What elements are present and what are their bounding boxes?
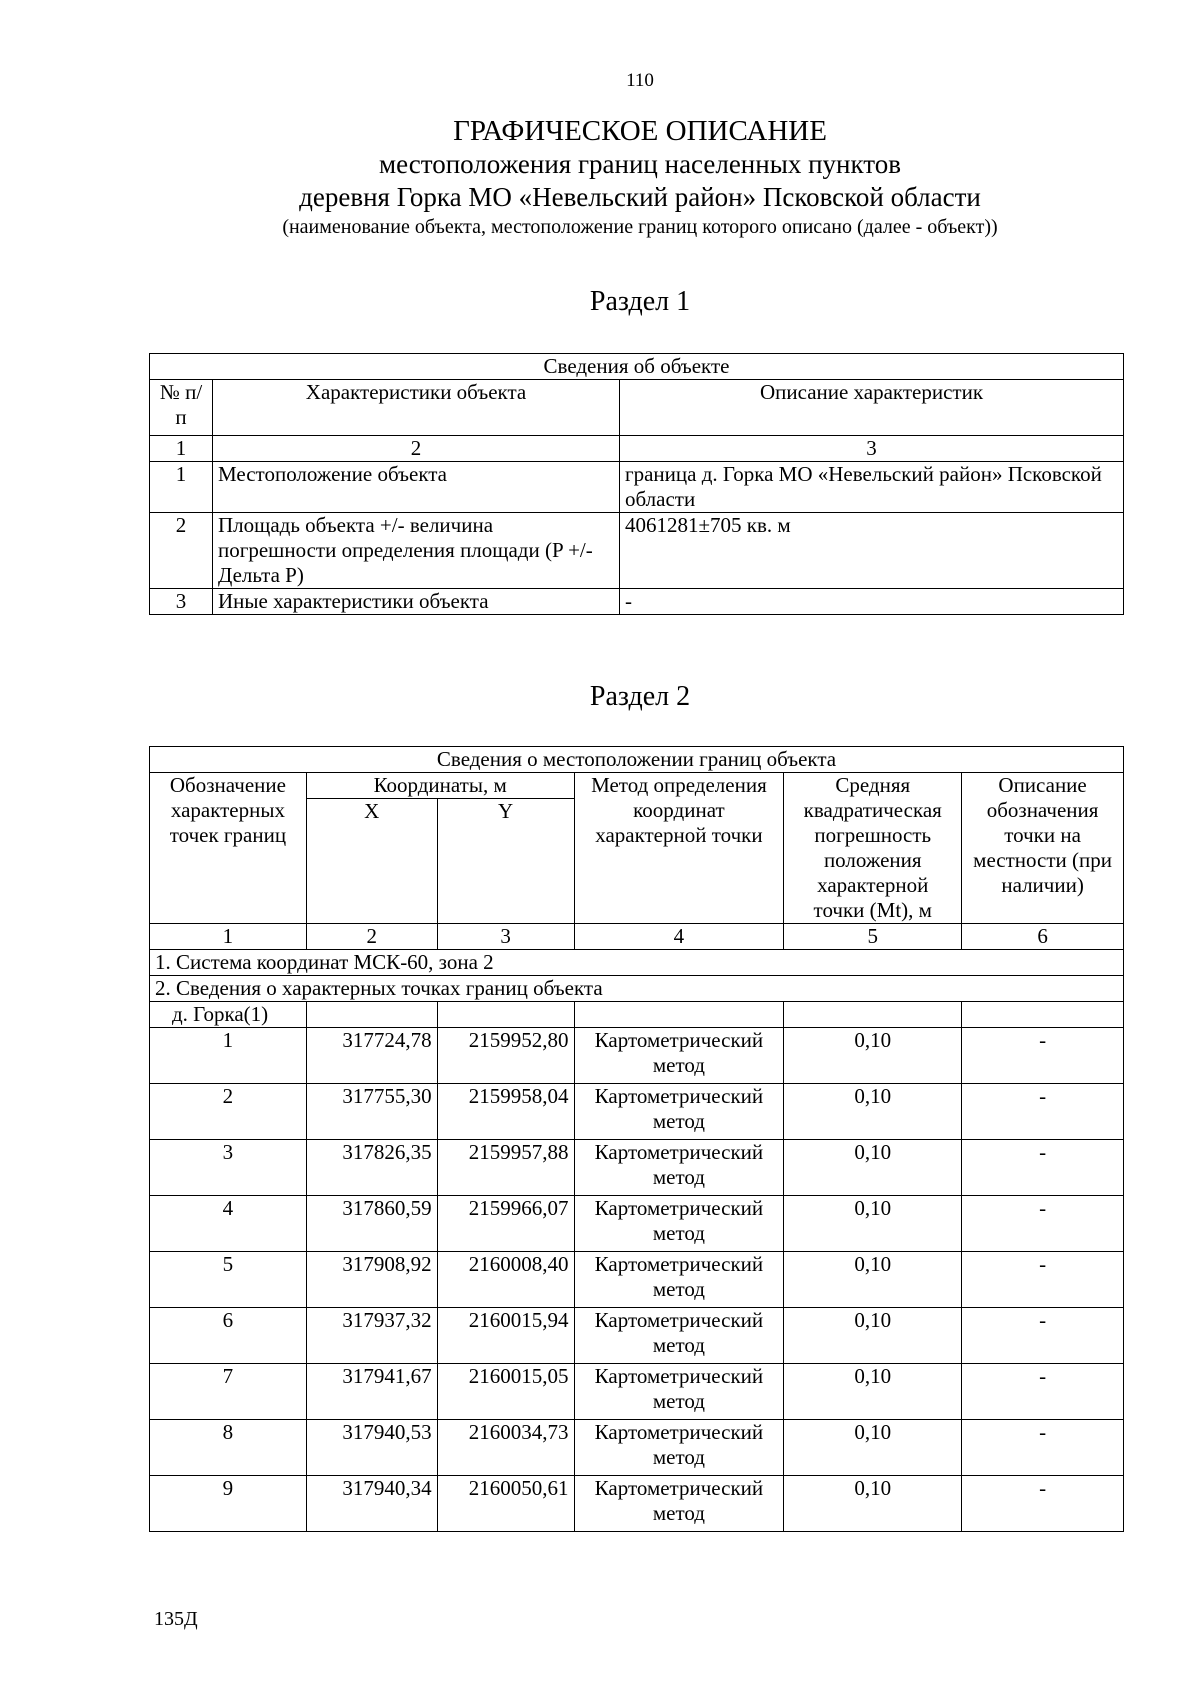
point-x: 317860,59 — [306, 1196, 437, 1252]
header-coords: Координаты, м — [306, 773, 574, 799]
document-subtitle-line2: деревня Горка МО «Невельский район» Псковской области — [299, 182, 981, 212]
point-error: 0,10 — [784, 1252, 962, 1308]
row-value: граница д. Горка МО «Невельский район» Псковской области — [620, 462, 1124, 513]
point-x: 317755,30 — [306, 1084, 437, 1140]
point-number: 1 — [150, 1028, 307, 1084]
table-row — [150, 462, 1124, 513]
table-row — [150, 513, 1124, 589]
header-point-description: Описание обозначения точки на местности (при наличии) — [962, 773, 1124, 924]
col-number: 1 — [150, 924, 307, 950]
point-description: - — [962, 1364, 1124, 1420]
point-method: Картометрический метод — [574, 1140, 784, 1196]
point-description: - — [962, 1252, 1124, 1308]
point-error: 0,10 — [784, 1308, 962, 1364]
point-error: 0,10 — [784, 1476, 962, 1532]
col-number: 2 — [213, 436, 620, 462]
header-characteristics: Характеристики объекта — [213, 380, 620, 436]
points-body — [150, 1028, 1124, 1532]
footer-code: 135Д — [154, 1608, 198, 1630]
point-method: Картометрический метод — [574, 1476, 784, 1532]
row-characteristic: Площадь объекта +/- величина погрешности определения площади (P +/- Дельта P) — [213, 513, 620, 589]
point-method: Картометрический метод — [574, 1252, 784, 1308]
point-x: 317940,34 — [306, 1476, 437, 1532]
boundary-points-table — [149, 746, 1124, 1532]
point-x: 317937,32 — [306, 1308, 437, 1364]
row-characteristic: Местоположение объекта — [213, 462, 620, 513]
point-y: 2159957,88 — [437, 1140, 574, 1196]
point-method: Картометрический метод — [574, 1420, 784, 1476]
point-description: - — [962, 1196, 1124, 1252]
point-description: - — [962, 1420, 1124, 1476]
page-number: 110 — [626, 70, 654, 91]
col-number: 1 — [150, 436, 213, 462]
header-error: Средняя квадратическая погрешность положения характерной точки (Mt), м — [784, 773, 962, 924]
document-header — [0, 114, 1200, 240]
point-y: 2160015,94 — [437, 1308, 574, 1364]
group-label: д. Горка(1) — [150, 1002, 307, 1028]
points-section-title: 2. Сведения о характерных точках границ объекта — [150, 976, 1124, 1002]
point-y: 2159958,04 — [437, 1084, 574, 1140]
table-row — [150, 1476, 1124, 1532]
section2-heading: Раздел 2 — [589, 681, 691, 712]
point-x: 317826,35 — [306, 1140, 437, 1196]
point-method: Картометрический метод — [574, 1028, 784, 1084]
point-error: 0,10 — [784, 1196, 962, 1252]
col-number: 2 — [306, 924, 437, 950]
point-error: 0,10 — [784, 1028, 962, 1084]
point-x: 317908,92 — [306, 1252, 437, 1308]
document-subtitle-line1: местоположения границ населенных пунктов — [379, 149, 901, 179]
point-y: 2160008,40 — [437, 1252, 574, 1308]
point-error: 0,10 — [784, 1364, 962, 1420]
point-description: - — [962, 1140, 1124, 1196]
row-value: - — [620, 589, 1124, 615]
row-number: 2 — [150, 513, 213, 589]
coordinate-system: 1. Система координат МСК-60, зона 2 — [150, 950, 1124, 976]
table-row — [150, 1084, 1124, 1140]
point-x: 317941,67 — [306, 1364, 437, 1420]
row-value: 4061281±705 кв. м — [620, 513, 1124, 589]
point-method: Картометрический метод — [574, 1084, 784, 1140]
point-method: Картометрический метод — [574, 1308, 784, 1364]
point-y: 2159952,80 — [437, 1028, 574, 1084]
point-description: - — [962, 1028, 1124, 1084]
point-y: 2160050,61 — [437, 1476, 574, 1532]
object-info-table-title: Сведения об объекте — [150, 354, 1124, 380]
point-number: 9 — [150, 1476, 307, 1532]
point-number: 2 — [150, 1084, 307, 1140]
point-y: 2160015,05 — [437, 1364, 574, 1420]
point-method: Картометрический метод — [574, 1196, 784, 1252]
point-description: - — [962, 1308, 1124, 1364]
col-number: 4 — [574, 924, 784, 950]
boundary-table-title: Сведения о местоположении границ объекта — [150, 747, 1124, 773]
document-title: ГРАФИЧЕСКОЕ ОПИСАНИЕ — [453, 115, 827, 147]
header-description: Описание характеристик — [620, 380, 1124, 436]
point-x: 317724,78 — [306, 1028, 437, 1084]
header-number: № п/п — [150, 380, 213, 436]
point-y: 2159966,07 — [437, 1196, 574, 1252]
point-error: 0,10 — [784, 1420, 962, 1476]
document-subtitle-note: (наименование объекта, местоположение границ которого описано (далее - объект)) — [282, 216, 998, 238]
table-row — [150, 1308, 1124, 1364]
point-y: 2160034,73 — [437, 1420, 574, 1476]
table-row — [150, 1252, 1124, 1308]
point-error: 0,10 — [784, 1140, 962, 1196]
section1-heading: Раздел 1 — [589, 286, 691, 317]
point-description: - — [962, 1476, 1124, 1532]
table-row — [150, 1364, 1124, 1420]
col-number: 6 — [962, 924, 1124, 950]
table-row — [150, 589, 1124, 615]
object-info-table — [149, 353, 1124, 615]
table-row — [150, 1420, 1124, 1476]
table-row — [150, 1196, 1124, 1252]
row-number: 3 — [150, 589, 213, 615]
header-x: X — [306, 799, 437, 924]
point-x: 317940,53 — [306, 1420, 437, 1476]
table-row — [150, 1028, 1124, 1084]
point-number: 6 — [150, 1308, 307, 1364]
point-number: 8 — [150, 1420, 307, 1476]
point-number: 4 — [150, 1196, 307, 1252]
point-description: - — [962, 1084, 1124, 1140]
header-y: Y — [437, 799, 574, 924]
col-number: 3 — [620, 436, 1124, 462]
point-method: Картометрический метод — [574, 1364, 784, 1420]
col-number: 5 — [784, 924, 962, 950]
col-number: 3 — [437, 924, 574, 950]
table-row — [150, 1140, 1124, 1196]
point-number: 3 — [150, 1140, 307, 1196]
row-characteristic: Иные характеристики объекта — [213, 589, 620, 615]
header-method: Метод определения координат характерной точки — [574, 773, 784, 924]
point-number: 7 — [150, 1364, 307, 1420]
point-number: 5 — [150, 1252, 307, 1308]
row-number: 1 — [150, 462, 213, 513]
header-points: Обозначение характерных точек границ — [150, 773, 307, 924]
point-error: 0,10 — [784, 1084, 962, 1140]
